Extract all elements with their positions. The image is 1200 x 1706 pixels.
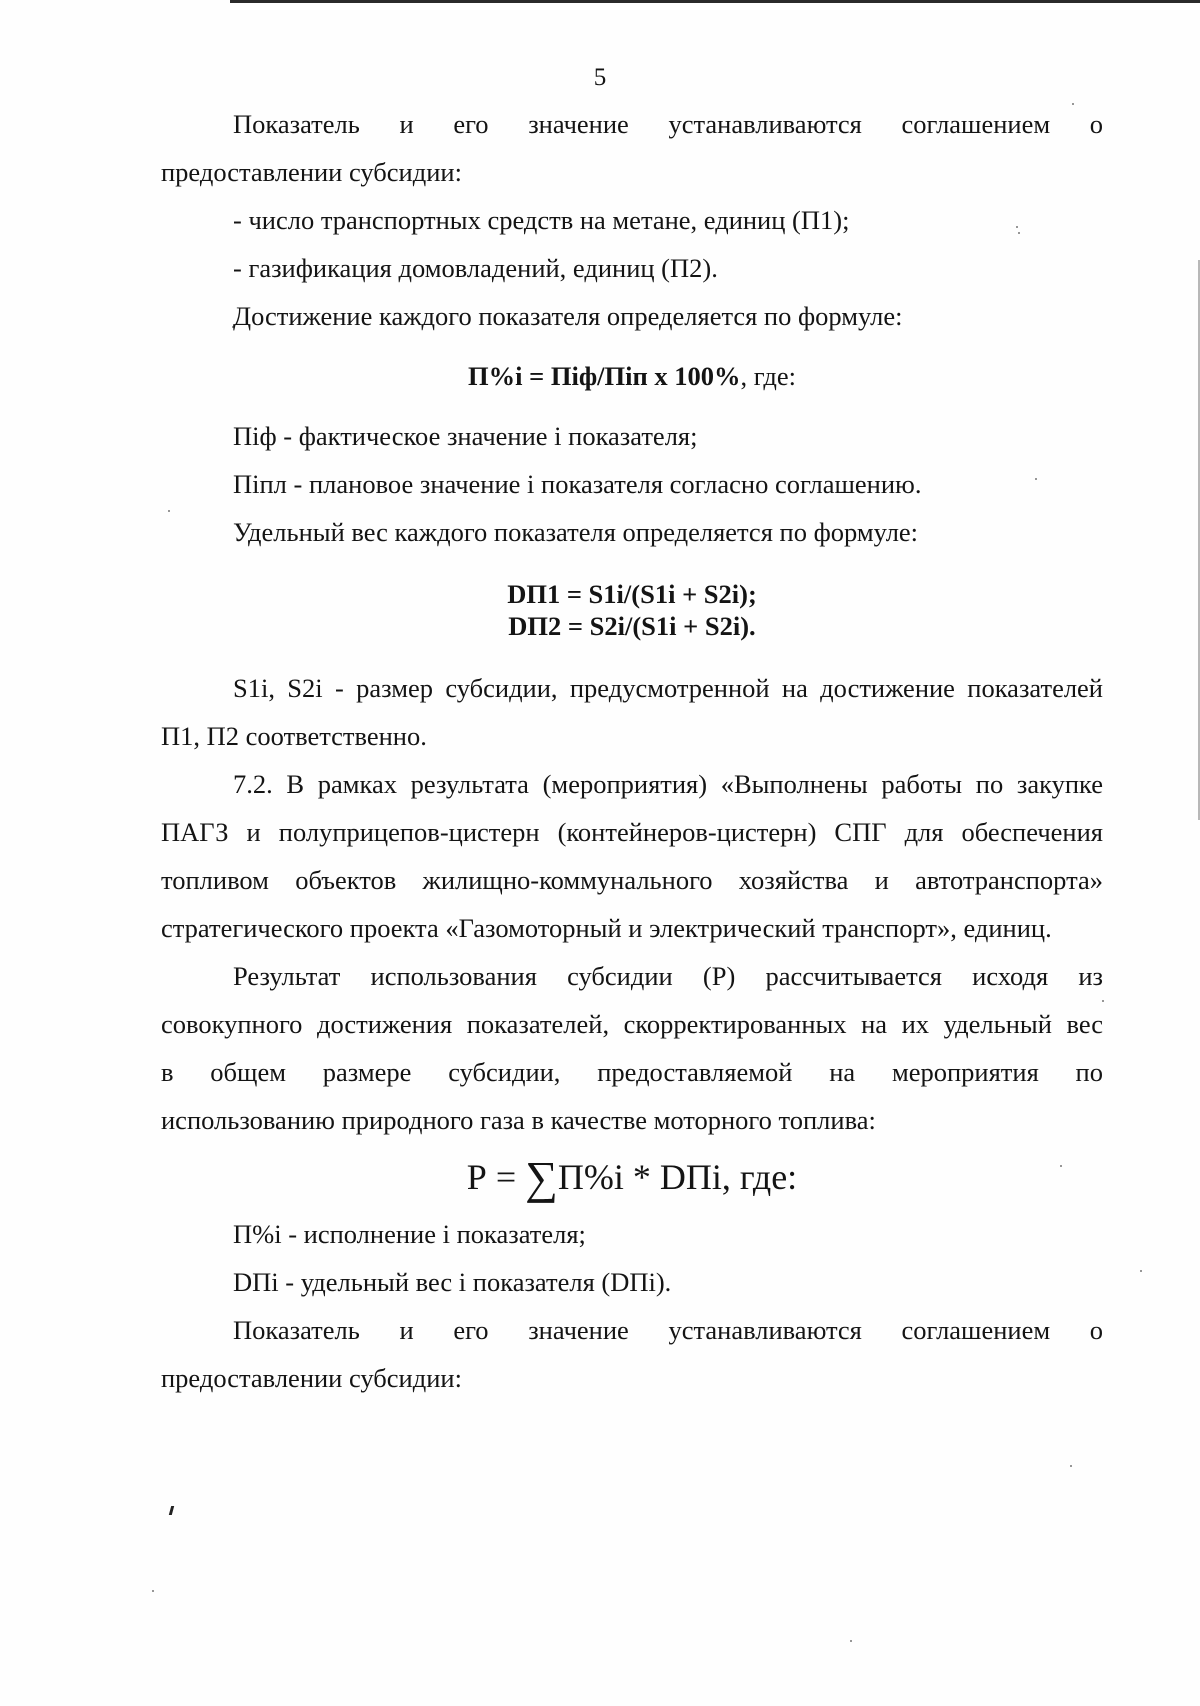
scan-speck: [850, 1640, 852, 1642]
formula-intro-achievement: Достижение каждого показателя определяется по формуле:: [233, 301, 903, 331]
definition-weight: DПi - удельный вес і показателя (DПi).: [233, 1267, 672, 1297]
paragraph-indicator-final-line-2: предоставлении субсидии:: [161, 1363, 462, 1393]
result-paragraph-line-1: Результат использования субсидии (Р) рассчитывается исходя из: [233, 961, 1103, 991]
sigma-symbol: ∑: [525, 1152, 558, 1203]
scan-speck: [1140, 1270, 1142, 1272]
section-7-2-line-2: ПАГЗ и полуприцепов-цистерн (контейнеров-цистерн) СПГ для обеспечения: [161, 817, 1103, 847]
formula-expression: П%i = Піф/Піп x 100%: [468, 361, 741, 391]
formula-result-left: Р =: [466, 1157, 526, 1197]
formula-weight-1: DП1 = S1i/(S1i + S2i);: [507, 579, 757, 609]
definition-planned: Піпл - плановое значение і показателя согласно соглашению.: [233, 469, 922, 499]
page-number: 5: [593, 64, 607, 91]
result-paragraph-line-2: совокупного достижения показателей, скорректированных на их удельный вес: [161, 1009, 1103, 1039]
scan-mark: [169, 1506, 174, 1515]
scan-speck: [152, 1590, 154, 1592]
formula-weight-2: DП2 = S2i/(S1i + S2i).: [508, 611, 756, 641]
formula-intro-weight: Удельный вес каждого показателя определяется по формуле:: [233, 517, 919, 547]
scan-top-border: [230, 0, 1200, 3]
subsidy-definition-line-1: S1i, S2i - размер субсидии, предусмотренной на достижение показателей: [233, 673, 1103, 703]
section-7-2-line-1: 7.2. В рамках результата (мероприятия) «Выполнены работы по закупке: [233, 769, 1103, 799]
definition-actual: Піф - фактическое значение і показателя;: [233, 421, 698, 451]
definition-execution: П%i - исполнение і показателя;: [233, 1219, 586, 1249]
result-paragraph-line-4: использованию природного газа в качестве моторного топлива:: [161, 1105, 876, 1135]
formula-result: [161, 1144, 1103, 1210]
formula-achievement: [161, 352, 1103, 400]
formula-suffix: , где:: [740, 361, 796, 391]
scan-speck: [1070, 1465, 1072, 1467]
document-body: [161, 100, 1103, 1402]
result-paragraph-line-3: в общем размере субсидии, предоставляемой на мероприятия по: [161, 1057, 1103, 1087]
list-item-vehicles: - число транспортных средств на метане, единиц (П1);: [233, 205, 850, 235]
subsidy-definition-line-2: П1, П2 соответственно.: [161, 721, 427, 751]
list-item-gasification: - газификация домовладений, единиц (П2).: [233, 253, 718, 283]
section-7-2-line-4: стратегического проекта «Газомоторный и электрический транспорт», единиц.: [161, 913, 1052, 943]
paragraph-indicator-line-2: предоставлении субсидии:: [161, 157, 462, 187]
section-7-2-line-3: топливом объектов жилищно-коммунального хозяйства и автотранспорта»: [161, 865, 1103, 895]
paragraph-indicator-final-line-1: Показатель и его значение устанавливаются соглашением о: [233, 1315, 1103, 1345]
formula-result-right: П%i * DПi, где:: [557, 1157, 798, 1197]
paragraph-indicator-line-1: Показатель и его значение устанавливаются соглашением о: [233, 109, 1103, 139]
